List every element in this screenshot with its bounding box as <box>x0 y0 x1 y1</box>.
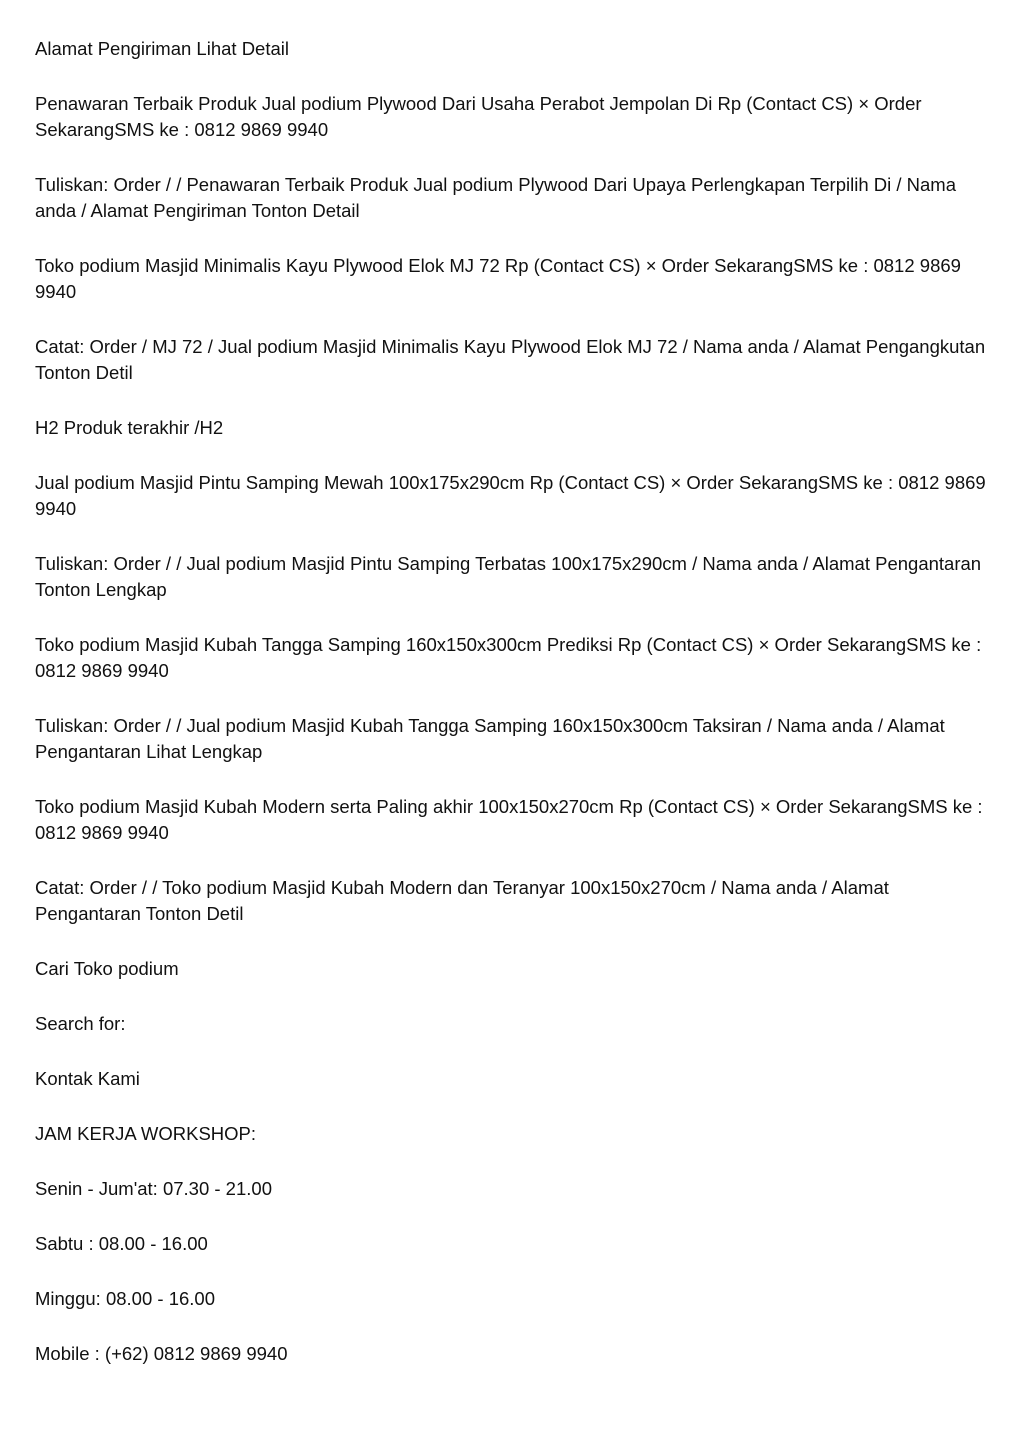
order-note-modern-dome-podium: Catat: Order / / Toko podium Masjid Kubah Modern dan Teranyar 100x150x270cm / Nama anda / Alamat Pengantaran Tonton Detil <box>35 877 889 924</box>
hours-sunday: Minggu: 08.00 - 16.00 <box>35 1288 215 1309</box>
search-label: Search for: <box>35 1013 126 1034</box>
mobile-contact: Mobile : (+62) 0812 9869 9940 <box>35 1343 288 1364</box>
product-offer-side-door-podium: Jual podium Masjid Pintu Samping Mewah 100x175x290cm Rp (Contact CS) × Order SekarangSMS ke : 0812 9869 9940 <box>35 472 986 519</box>
latest-products-heading: H2 Produk terakhir /H2 <box>35 417 224 438</box>
order-note-side-door-podium: Tuliskan: Order / / Jual podium Masjid Pintu Samping Terbatas 100x175x290cm / Nama anda / Alamat Pengantaran Tonton Lengkap <box>35 553 982 600</box>
order-note-mj72: Catat: Order / MJ 72 / Jual podium Masjid Minimalis Kayu Plywood Elok MJ 72 / Nama anda / Alamat Pengangkutan Tonton Detil <box>35 336 986 383</box>
contact-section-title: Kontak Kami <box>35 1068 140 1089</box>
product-offer-mj72: Toko podium Masjid Minimalis Kayu Plywood Elok MJ 72 Rp (Contact CS) × Order SekarangSMS ke : 0812 9869 9940 <box>35 255 961 302</box>
hours-saturday: Sabtu : 08.00 - 16.00 <box>35 1233 208 1254</box>
search-section-title: Cari Toko podium <box>35 958 179 979</box>
shipping-address-link-text: Alamat Pengiriman Lihat Detail <box>35 38 289 59</box>
hours-weekday: Senin - Jum'at: 07.30 - 21.00 <box>35 1178 272 1199</box>
workshop-hours-title: JAM KERJA WORKSHOP: <box>35 1123 257 1144</box>
product-offer-modern-dome-podium: Toko podium Masjid Kubah Modern serta Paling akhir 100x150x270cm Rp (Contact CS) × Order SekarangSMS ke : 0812 9869 9940 <box>35 796 983 843</box>
document-page <box>35 36 995 1396</box>
product-offer-plywood-podium: Penawaran Terbaik Produk Jual podium Plywood Dari Usaha Perabot Jempolan Di Rp (Contact CS) × Order SekarangSMS ke : 0812 9869 9940 <box>35 93 922 140</box>
product-offer-dome-side-stair-podium: Toko podium Masjid Kubah Tangga Samping 160x150x300cm Prediksi Rp (Contact CS) × Order SekarangSMS ke : 0812 9869 9940 <box>35 634 982 681</box>
order-note-dome-side-stair-podium: Tuliskan: Order / / Jual podium Masjid Kubah Tangga Samping 160x150x300cm Taksiran / Nama anda / Alamat Pengantaran Lihat Lengkap <box>35 715 945 762</box>
order-note-plywood-podium: Tuliskan: Order / / Penawaran Terbaik Produk Jual podium Plywood Dari Upaya Perlengkapan Terpilih Di / Nama anda / Alamat Pengiriman Tonton Detail <box>35 174 956 221</box>
